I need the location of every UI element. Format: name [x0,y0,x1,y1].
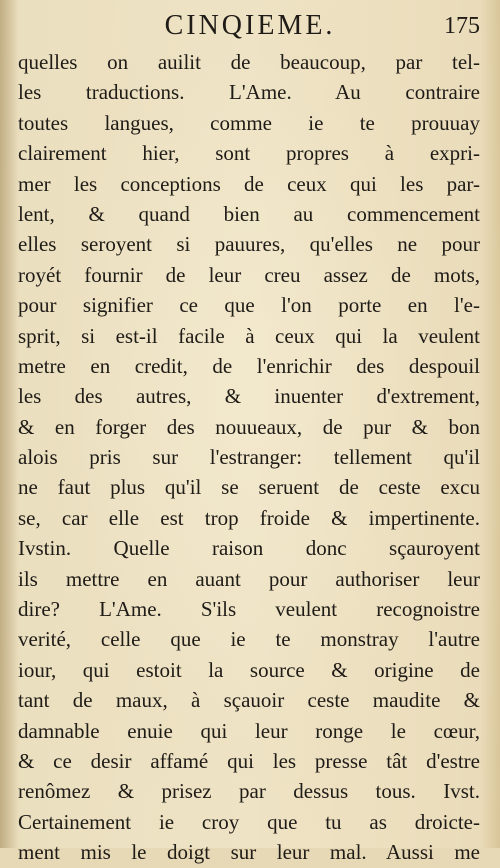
text-line: mer les conceptions de ceux qui les par- [18,171,480,196]
text-line: elles seroyent si pauures, qu'elles ne pour [18,232,480,257]
text-line: lent, & quand bien au commencement [18,201,480,226]
text-line: damnable enuie qui leur ronge le cœur, [18,718,480,743]
text-line: alois pris sur l'estranger: tellement qu'il [18,445,480,470]
text-line: pour signifier ce que l'on porte en l'e- [18,293,480,318]
text-line: royét fournir de leur creu assez de mots, [18,262,480,287]
text-line: se, car elle est trop froide & impertinente. [18,505,480,530]
text-line: sprit, si est-il facile à ceux qui la veulent [18,323,480,348]
text-line: ment mis le doigt sur leur mal. Aussi me [18,840,480,865]
body-text [18,47,480,868]
page-number: 175 [444,13,480,39]
text-line: clairement hier, sont propres à expri- [18,141,480,166]
text-line: renômez & prisez par dessus tous. Ivst. [18,779,480,804]
text-line: Ivstin. Quelle raison donc sçauroyent [18,536,480,561]
text-line: Certainement ie croy que tu as droicte- [18,809,480,834]
running-head: CINQIEME. [164,10,336,41]
gutter-shadow [0,0,18,848]
text-line: les des autres, & inuenter d'extrement, [18,384,480,409]
text-line: verité, celle que ie te monstray l'autre [18,627,480,652]
text-line: & en forger des nouueaux, de pur & bon [18,414,480,439]
text-line: dire? L'Ame. S'ils veulent recognoistre [18,597,480,622]
text-line: ils mettre en auant pour authoriser leur [18,566,480,591]
text-line: quelles on auilit de beaucoup, par tel- [18,50,480,74]
text-line: toutes langues, comme ie te prouuay [18,110,480,135]
text-line: metre en credit, de l'enrichir des despouil [18,353,480,378]
text-line: ne faut plus qu'il se seruent de ceste excu [18,475,480,500]
text-line: tant de maux, à sçauoir ceste maudite & [18,688,480,713]
text-line: & ce desir affamé qui les presse tât d'estre [18,748,480,773]
text-line: iour, qui estoit la source & origine de [18,657,480,682]
page-header [0,6,500,46]
text-line: les traductions. L'Ame. Au contraire [18,80,480,105]
